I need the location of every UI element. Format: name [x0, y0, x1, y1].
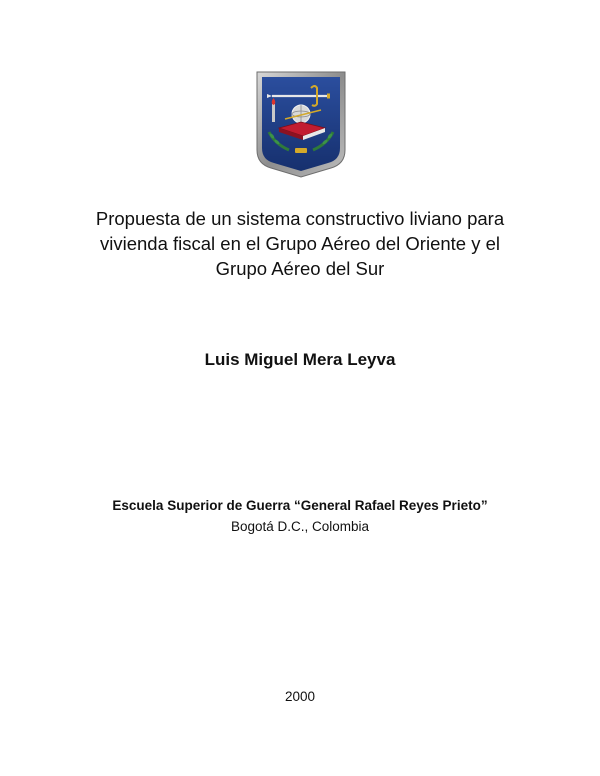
author-name: Luis Miguel Mera Leyva: [204, 350, 396, 369]
document-title: [60, 206, 540, 281]
title-line: vivienda fiscal en el Grupo Aéreo del Oriente y el: [99, 233, 501, 254]
title-line: Grupo Aéreo del Sur: [215, 258, 385, 279]
publication-year: 2000: [284, 689, 316, 704]
location-text: Bogotá D.C., Colombia: [230, 519, 370, 534]
title-line: Propuesta de un sistema constructivo liviano para: [95, 208, 505, 229]
military-academy-crest-icon: [255, 70, 347, 178]
institution-name: Escuela Superior de Guerra “General Rafael Reyes Prieto”: [112, 498, 488, 513]
